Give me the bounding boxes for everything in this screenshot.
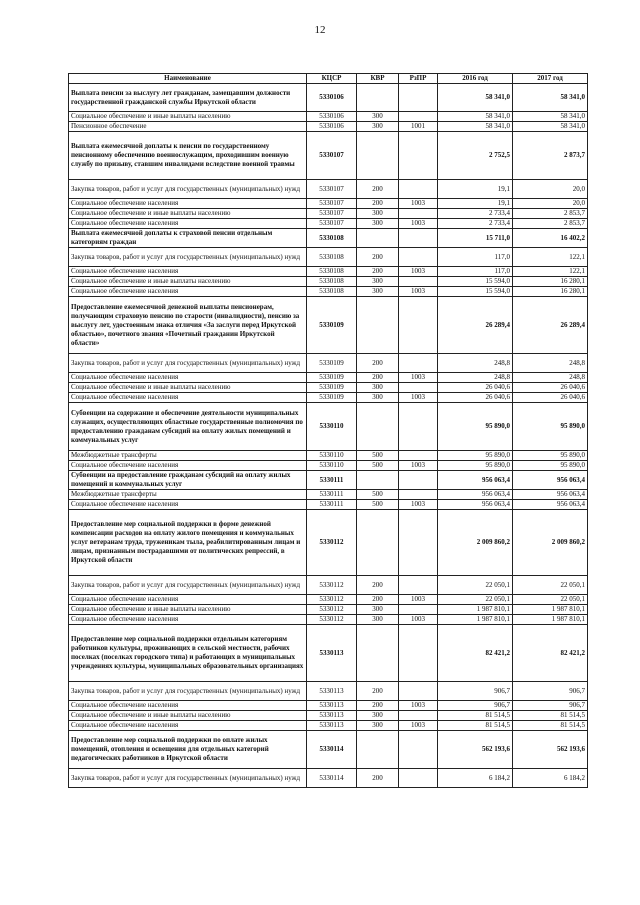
table-row bbox=[69, 354, 588, 373]
cell-year-2017: 58 341,0 bbox=[513, 112, 588, 122]
cell-year-2017: 95 890,0 bbox=[513, 403, 588, 451]
cell-name: Выплата ежемесячной доплаты к страховой пенсии отдельным категориям граждан bbox=[69, 229, 307, 248]
cell-kcsr: 5330106 bbox=[307, 122, 357, 132]
table-row bbox=[69, 451, 588, 461]
cell-kcsr: 5330107 bbox=[307, 209, 357, 219]
cell-kvr bbox=[357, 84, 399, 112]
cell-year-2017: 122,1 bbox=[513, 248, 588, 267]
cell-year-2017: 95 890,0 bbox=[513, 461, 588, 471]
cell-year-2017: 248,8 bbox=[513, 354, 588, 373]
cell-rzpr bbox=[399, 180, 438, 199]
table-row bbox=[69, 576, 588, 595]
cell-year-2017: 956 063,4 bbox=[513, 500, 588, 510]
table-header-row bbox=[69, 74, 588, 84]
cell-name: Закупка товаров, работ и услуг для государственных (муниципальных) нужд bbox=[69, 248, 307, 267]
cell-kcsr: 5330107 bbox=[307, 199, 357, 209]
cell-name: Закупка товаров, работ и услуг для государственных (муниципальных) нужд bbox=[69, 769, 307, 788]
cell-rzpr bbox=[399, 682, 438, 701]
cell-year-2017: 16 280,1 bbox=[513, 287, 588, 297]
cell-name: Предоставление ежемесячной денежной выплаты пенсионерам, получающим страховую пенсию по старости (инвалидности), пенсию за выслугу лет, удостоенным знака отличия «За заслуги перед Иркутской областью», почетного звания «Почетный гражданин Иркутской области» bbox=[69, 297, 307, 354]
cell-rzpr bbox=[399, 209, 438, 219]
cell-kcsr: 5330111 bbox=[307, 471, 357, 490]
cell-kvr: 200 bbox=[357, 248, 399, 267]
table-row bbox=[69, 721, 588, 731]
cell-year-2016: 15 594,0 bbox=[438, 277, 513, 287]
cell-rzpr: 1003 bbox=[399, 393, 438, 403]
cell-year-2017: 16 280,1 bbox=[513, 277, 588, 287]
cell-rzpr bbox=[399, 471, 438, 490]
table-row bbox=[69, 605, 588, 615]
cell-year-2016: 22 050,1 bbox=[438, 595, 513, 605]
cell-rzpr: 1003 bbox=[399, 615, 438, 625]
cell-name: Предоставление мер социальной поддержки в форме денежной компенсации расходов на оплату жилого помещения и коммунальных услуг ветеранам труда, труженикам тыла, реабилитированным лицам и лицам, признанным пострадавшими от политических репрессий, в Иркутской области bbox=[69, 510, 307, 576]
cell-kcsr: 5330107 bbox=[307, 132, 357, 180]
cell-year-2016: 81 514,5 bbox=[438, 721, 513, 731]
cell-rzpr bbox=[399, 711, 438, 721]
cell-year-2016: 248,8 bbox=[438, 373, 513, 383]
cell-year-2016: 2 733,4 bbox=[438, 219, 513, 229]
cell-name: Социальное обеспечение населения bbox=[69, 267, 307, 277]
cell-year-2017: 1 987 810,1 bbox=[513, 605, 588, 615]
cell-kcsr: 5330106 bbox=[307, 84, 357, 112]
cell-name: Предоставление мер социальной поддержки по оплате жилых помещений, отопления и освещения для отдельных категорий педагогических работников в Иркутской области bbox=[69, 731, 307, 769]
cell-name: Социальное обеспечение населения bbox=[69, 701, 307, 711]
cell-kcsr: 5330109 bbox=[307, 373, 357, 383]
cell-name: Социальное обеспечение населения bbox=[69, 393, 307, 403]
cell-kvr: 300 bbox=[357, 605, 399, 615]
cell-rzpr: 1003 bbox=[399, 199, 438, 209]
table-body bbox=[69, 84, 588, 788]
cell-name: Закупка товаров, работ и услуг для государственных (муниципальных) нужд bbox=[69, 576, 307, 595]
table-row bbox=[69, 219, 588, 229]
cell-rzpr bbox=[399, 490, 438, 500]
table-row bbox=[69, 248, 588, 267]
cell-rzpr bbox=[399, 112, 438, 122]
cell-name: Предоставление мер социальной поддержки отдельным категориям работников культуры, проживающих в сельской местности, рабочих поселках (поселках городского типа) и работающих в муниципальных учреждениях культуры, муниципальных образовательных организациях bbox=[69, 625, 307, 682]
cell-rzpr bbox=[399, 576, 438, 595]
cell-name: Субвенции на предоставление гражданам субсидий на оплату жилых помещений и коммунальных услуг bbox=[69, 471, 307, 490]
header-year-2017: 2017 год bbox=[513, 74, 588, 84]
cell-year-2017: 81 514,5 bbox=[513, 711, 588, 721]
table-row bbox=[69, 199, 588, 209]
cell-rzpr: 1003 bbox=[399, 701, 438, 711]
cell-year-2017: 26 289,4 bbox=[513, 297, 588, 354]
budget-table bbox=[68, 73, 588, 788]
cell-year-2017: 26 040,6 bbox=[513, 383, 588, 393]
cell-rzpr bbox=[399, 769, 438, 788]
cell-kcsr: 5330108 bbox=[307, 277, 357, 287]
table-row bbox=[69, 490, 588, 500]
cell-year-2016: 95 890,0 bbox=[438, 451, 513, 461]
cell-kvr: 500 bbox=[357, 461, 399, 471]
cell-kcsr: 5330112 bbox=[307, 595, 357, 605]
cell-kcsr: 5330114 bbox=[307, 731, 357, 769]
cell-year-2016: 956 063,4 bbox=[438, 490, 513, 500]
cell-year-2017: 20,0 bbox=[513, 199, 588, 209]
cell-rzpr: 1003 bbox=[399, 595, 438, 605]
cell-year-2017: 906,7 bbox=[513, 701, 588, 711]
cell-kvr: 300 bbox=[357, 209, 399, 219]
table-row bbox=[69, 267, 588, 277]
cell-year-2016: 81 514,5 bbox=[438, 711, 513, 721]
cell-year-2016: 15 711,0 bbox=[438, 229, 513, 248]
cell-year-2017: 562 193,6 bbox=[513, 731, 588, 769]
cell-kvr: 200 bbox=[357, 373, 399, 383]
cell-name: Социальное обеспечение населения bbox=[69, 373, 307, 383]
cell-rzpr: 1003 bbox=[399, 721, 438, 731]
cell-name: Социальное обеспечение населения bbox=[69, 721, 307, 731]
table-row bbox=[69, 510, 588, 576]
cell-year-2016: 6 184,2 bbox=[438, 769, 513, 788]
cell-year-2017: 58 341,0 bbox=[513, 84, 588, 112]
cell-kcsr: 5330110 bbox=[307, 403, 357, 451]
cell-kvr: 500 bbox=[357, 490, 399, 500]
table-row bbox=[69, 682, 588, 701]
cell-kvr: 200 bbox=[357, 180, 399, 199]
page-number: 12 bbox=[314, 24, 326, 36]
cell-year-2017: 2 853,7 bbox=[513, 219, 588, 229]
cell-year-2016: 26 040,6 bbox=[438, 383, 513, 393]
cell-rzpr bbox=[399, 297, 438, 354]
table-row bbox=[69, 229, 588, 248]
cell-year-2017: 16 402,2 bbox=[513, 229, 588, 248]
cell-kvr: 500 bbox=[357, 451, 399, 461]
cell-kcsr: 5330109 bbox=[307, 393, 357, 403]
cell-kvr bbox=[357, 297, 399, 354]
cell-year-2016: 26 289,4 bbox=[438, 297, 513, 354]
cell-name: Пенсионное обеспечение bbox=[69, 122, 307, 132]
cell-name: Социальное обеспечение и иные выплаты населению bbox=[69, 605, 307, 615]
cell-kvr: 300 bbox=[357, 219, 399, 229]
cell-kcsr: 5330111 bbox=[307, 500, 357, 510]
cell-kcsr: 5330111 bbox=[307, 490, 357, 500]
cell-year-2017: 95 890,0 bbox=[513, 451, 588, 461]
table-row bbox=[69, 180, 588, 199]
cell-year-2017: 2 853,7 bbox=[513, 209, 588, 219]
cell-year-2016: 82 421,2 bbox=[438, 625, 513, 682]
cell-year-2017: 20,0 bbox=[513, 180, 588, 199]
cell-rzpr bbox=[399, 84, 438, 112]
table-row bbox=[69, 711, 588, 721]
cell-kcsr: 5330112 bbox=[307, 615, 357, 625]
cell-name: Межбюджетные трансферты bbox=[69, 451, 307, 461]
cell-year-2016: 956 063,4 bbox=[438, 471, 513, 490]
cell-kcsr: 5330107 bbox=[307, 180, 357, 199]
cell-kcsr: 5330107 bbox=[307, 219, 357, 229]
cell-year-2016: 1 987 810,1 bbox=[438, 605, 513, 615]
cell-year-2017: 82 421,2 bbox=[513, 625, 588, 682]
cell-kcsr: 5330106 bbox=[307, 112, 357, 122]
cell-kcsr: 5330113 bbox=[307, 711, 357, 721]
cell-year-2017: 956 063,4 bbox=[513, 471, 588, 490]
cell-kvr: 200 bbox=[357, 701, 399, 711]
cell-kvr bbox=[357, 403, 399, 451]
cell-rzpr: 1003 bbox=[399, 373, 438, 383]
cell-kvr: 500 bbox=[357, 500, 399, 510]
cell-kcsr: 5330109 bbox=[307, 297, 357, 354]
cell-kvr bbox=[357, 731, 399, 769]
table-row bbox=[69, 112, 588, 122]
cell-year-2017: 58 341,0 bbox=[513, 122, 588, 132]
table-row bbox=[69, 373, 588, 383]
table-row bbox=[69, 287, 588, 297]
cell-name: Социальное обеспечение и иные выплаты населению bbox=[69, 383, 307, 393]
cell-kcsr: 5330113 bbox=[307, 625, 357, 682]
table-row bbox=[69, 393, 588, 403]
cell-name: Субвенции на содержание и обеспечение деятельности муниципальных служащих, осуществляющих областные государственные полномочия по предоставлению гражданам субсидий на оплату жилых помещений и коммунальных услуг bbox=[69, 403, 307, 451]
cell-kvr: 200 bbox=[357, 576, 399, 595]
cell-kcsr: 5330109 bbox=[307, 383, 357, 393]
cell-name: Социальное обеспечение и иные выплаты населению bbox=[69, 711, 307, 721]
cell-year-2016: 117,0 bbox=[438, 267, 513, 277]
header-name: Наименование bbox=[69, 74, 307, 84]
cell-year-2017: 22 050,1 bbox=[513, 576, 588, 595]
header-year-2016: 2016 год bbox=[438, 74, 513, 84]
cell-year-2016: 1 987 810,1 bbox=[438, 615, 513, 625]
cell-kvr: 300 bbox=[357, 112, 399, 122]
cell-kcsr: 5330112 bbox=[307, 605, 357, 615]
cell-name: Закупка товаров, работ и услуг для государственных (муниципальных) нужд bbox=[69, 682, 307, 701]
cell-kvr bbox=[357, 132, 399, 180]
cell-year-2017: 6 184,2 bbox=[513, 769, 588, 788]
header-kcsr: КЦСР bbox=[307, 74, 357, 84]
cell-kvr: 200 bbox=[357, 199, 399, 209]
cell-kvr: 300 bbox=[357, 287, 399, 297]
cell-name: Социальное обеспечение населения bbox=[69, 287, 307, 297]
table-row bbox=[69, 297, 588, 354]
cell-year-2016: 956 063,4 bbox=[438, 500, 513, 510]
cell-name: Социальное обеспечение населения bbox=[69, 199, 307, 209]
cell-year-2016: 15 594,0 bbox=[438, 287, 513, 297]
cell-rzpr: 1001 bbox=[399, 122, 438, 132]
cell-kcsr: 5330109 bbox=[307, 354, 357, 373]
table-row bbox=[69, 615, 588, 625]
cell-kvr bbox=[357, 625, 399, 682]
cell-year-2016: 58 341,0 bbox=[438, 122, 513, 132]
cell-kcsr: 5330110 bbox=[307, 461, 357, 471]
header-kvr: КВР bbox=[357, 74, 399, 84]
table-row bbox=[69, 132, 588, 180]
cell-name: Социальное обеспечение и иные выплаты населению bbox=[69, 209, 307, 219]
cell-name: Социальное обеспечение населения bbox=[69, 461, 307, 471]
table-row bbox=[69, 461, 588, 471]
cell-year-2016: 95 890,0 bbox=[438, 461, 513, 471]
cell-year-2017: 81 514,5 bbox=[513, 721, 588, 731]
table-row bbox=[69, 769, 588, 788]
cell-year-2016: 58 341,0 bbox=[438, 84, 513, 112]
cell-kcsr: 5330112 bbox=[307, 576, 357, 595]
table-row bbox=[69, 701, 588, 711]
cell-name: Межбюджетные трансферты bbox=[69, 490, 307, 500]
table-row bbox=[69, 471, 588, 490]
cell-rzpr bbox=[399, 229, 438, 248]
cell-rzpr: 1003 bbox=[399, 219, 438, 229]
cell-kvr: 300 bbox=[357, 277, 399, 287]
table-row bbox=[69, 625, 588, 682]
cell-year-2016: 19,1 bbox=[438, 180, 513, 199]
cell-kcsr: 5330113 bbox=[307, 701, 357, 711]
cell-year-2017: 248,8 bbox=[513, 373, 588, 383]
cell-kcsr: 5330110 bbox=[307, 451, 357, 461]
cell-rzpr bbox=[399, 451, 438, 461]
cell-kcsr: 5330108 bbox=[307, 287, 357, 297]
cell-year-2017: 2 009 860,2 bbox=[513, 510, 588, 576]
cell-year-2016: 562 193,6 bbox=[438, 731, 513, 769]
table-row bbox=[69, 595, 588, 605]
cell-year-2017: 122,1 bbox=[513, 267, 588, 277]
cell-kvr: 200 bbox=[357, 354, 399, 373]
cell-name: Выплата пенсии за выслугу лет гражданам, замещавшим должности государственной гражданской службы Иркутской области bbox=[69, 84, 307, 112]
cell-kvr: 300 bbox=[357, 383, 399, 393]
cell-rzpr bbox=[399, 354, 438, 373]
cell-kvr: 200 bbox=[357, 682, 399, 701]
cell-kcsr: 5330113 bbox=[307, 682, 357, 701]
cell-name: Закупка товаров, работ и услуг для государственных (муниципальных) нужд bbox=[69, 180, 307, 199]
table-row bbox=[69, 209, 588, 219]
cell-year-2017: 26 040,6 bbox=[513, 393, 588, 403]
cell-year-2016: 26 040,6 bbox=[438, 393, 513, 403]
cell-kvr: 300 bbox=[357, 721, 399, 731]
cell-year-2016: 2 733,4 bbox=[438, 209, 513, 219]
cell-year-2017: 22 050,1 bbox=[513, 595, 588, 605]
cell-kvr: 300 bbox=[357, 393, 399, 403]
table-row bbox=[69, 403, 588, 451]
cell-kvr: 300 bbox=[357, 122, 399, 132]
cell-rzpr: 1003 bbox=[399, 287, 438, 297]
cell-name: Социальное обеспечение населения bbox=[69, 615, 307, 625]
cell-rzpr: 1003 bbox=[399, 461, 438, 471]
cell-name: Выплата ежемесячной доплаты к пенсии по государственному пенсионному обеспечению военнослужащим, проходившим военную службу по призыву, ставшим инвалидами вследствие военной травмы bbox=[69, 132, 307, 180]
table-row bbox=[69, 383, 588, 393]
cell-kcsr: 5330108 bbox=[307, 229, 357, 248]
table-row bbox=[69, 84, 588, 112]
cell-year-2016: 906,7 bbox=[438, 682, 513, 701]
cell-year-2016: 58 341,0 bbox=[438, 112, 513, 122]
cell-name: Социальное обеспечение населения bbox=[69, 219, 307, 229]
cell-year-2016: 248,8 bbox=[438, 354, 513, 373]
cell-rzpr bbox=[399, 605, 438, 615]
table-row bbox=[69, 500, 588, 510]
table-row bbox=[69, 731, 588, 769]
cell-year-2016: 906,7 bbox=[438, 701, 513, 711]
cell-rzpr bbox=[399, 625, 438, 682]
cell-year-2017: 1 987 810,1 bbox=[513, 615, 588, 625]
cell-kcsr: 5330114 bbox=[307, 769, 357, 788]
cell-year-2017: 956 063,4 bbox=[513, 490, 588, 500]
cell-name: Социальное обеспечение и иные выплаты населению bbox=[69, 277, 307, 287]
cell-kvr: 200 bbox=[357, 769, 399, 788]
cell-rzpr bbox=[399, 132, 438, 180]
cell-kvr bbox=[357, 229, 399, 248]
table-row bbox=[69, 277, 588, 287]
cell-name: Социальное обеспечение и иные выплаты населению bbox=[69, 112, 307, 122]
cell-kvr: 300 bbox=[357, 711, 399, 721]
cell-year-2017: 2 873,7 bbox=[513, 132, 588, 180]
cell-kcsr: 5330113 bbox=[307, 721, 357, 731]
cell-year-2016: 2 009 860,2 bbox=[438, 510, 513, 576]
cell-rzpr: 1003 bbox=[399, 267, 438, 277]
header-rzpr: РзПР bbox=[399, 74, 438, 84]
cell-year-2017: 906,7 bbox=[513, 682, 588, 701]
cell-rzpr bbox=[399, 383, 438, 393]
cell-rzpr bbox=[399, 277, 438, 287]
cell-kvr: 300 bbox=[357, 615, 399, 625]
cell-kvr bbox=[357, 510, 399, 576]
cell-kcsr: 5330112 bbox=[307, 510, 357, 576]
cell-name: Социальное обеспечение населения bbox=[69, 595, 307, 605]
cell-rzpr bbox=[399, 248, 438, 267]
cell-kvr: 200 bbox=[357, 267, 399, 277]
cell-rzpr bbox=[399, 403, 438, 451]
cell-rzpr bbox=[399, 510, 438, 576]
cell-kcsr: 5330108 bbox=[307, 267, 357, 277]
cell-year-2016: 2 752,5 bbox=[438, 132, 513, 180]
cell-rzpr: 1003 bbox=[399, 500, 438, 510]
cell-year-2016: 95 890,0 bbox=[438, 403, 513, 451]
cell-year-2016: 117,0 bbox=[438, 248, 513, 267]
cell-kvr: 200 bbox=[357, 595, 399, 605]
table-row bbox=[69, 122, 588, 132]
cell-kvr bbox=[357, 471, 399, 490]
cell-rzpr bbox=[399, 731, 438, 769]
cell-year-2016: 22 050,1 bbox=[438, 576, 513, 595]
cell-year-2016: 19,1 bbox=[438, 199, 513, 209]
cell-kcsr: 5330108 bbox=[307, 248, 357, 267]
cell-name: Социальное обеспечение населения bbox=[69, 500, 307, 510]
cell-name: Закупка товаров, работ и услуг для государственных (муниципальных) нужд bbox=[69, 354, 307, 373]
